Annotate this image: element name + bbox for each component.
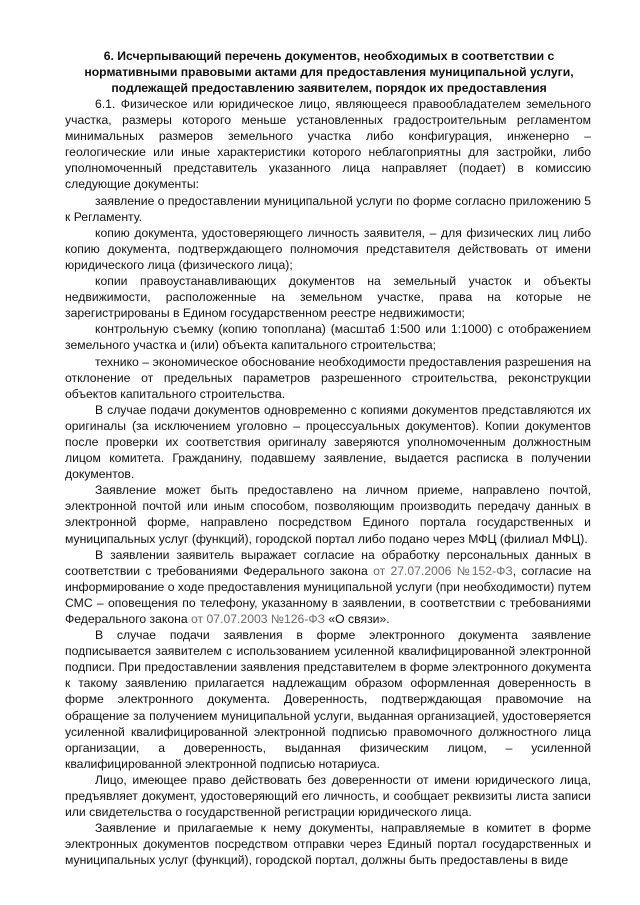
paragraph: В случае подачи заявления в форме электронного документа заявление подписывается заявителем с использованием усиленной квалифицированной электронной подписи. При предоставлении заявления представителем в форме электронного документа к такому заявлению прилагается надлежащим образом оформленная доверенность в форме электронного документа. Доверенность, подтверждающая правомочие на обращение за получением муниципальной услуги, выданная организацией, удостоверяется усиленной квалифицированной электронной подписью правомочного должностного лица организации, а доверенность, выданная физическим лицом, – усиленной квалифицированной электронной подписью нотариуса. [65, 628, 591, 771]
paragraph: Заявление может быть предоставлено на личном приеме, направлено почтой, электронной почтой или иным способом, позволяющим производить передачу данных в электронной форме, направлено посредством Единого портала государственных и муниципальных услуг (функций), городской портал либо подано через МФЦ (филиал МФЦ). [65, 483, 591, 546]
paragraph [65, 547, 591, 627]
law-reference: от 07.07.2003 №126-ФЗ [191, 612, 326, 626]
paragraph: копии правоустанавливающих документов на земельный участок и объекты недвижимости, расположенные на земельном участке, права на которые не зарегистрированы в Едином государственном реестре недвижимости; [65, 274, 591, 321]
paragraph: Заявление и прилагаемые к нему документы, направляемые в комитет в форме электронных документов посредством отправки через Единый портал государственных и муниципальных услуг (функций), городской портал, должны быть предоставлены в виде [65, 821, 591, 868]
section-heading: 6. Исчерпывающий перечень документов, необходимых в соответствии с нормативными правовыми актами для предоставления муниципальной услуги, подлежащей предоставлению заявителем, порядок их предоставления [84, 49, 574, 95]
document-page [65, 48, 591, 869]
paragraph-segment: «О связи». [325, 612, 390, 626]
body-text [65, 96, 591, 869]
paragraph: контрольную съемку (копию топоплана) (масштаб 1:500 или 1:1000) с отображением земельного участка и (или) объекта капитального строительства; [65, 322, 591, 353]
paragraph: копию документа, удостоверяющего личность заявителя, – для физических лиц либо копию документа, подтверждающего полномочия представителя действовать от имени юридического лица (физического лица); [65, 225, 591, 272]
law-reference: от 27.07.2006 №152-ФЗ [373, 563, 513, 578]
paragraph: 6.1. Физическое или юридическое лицо, являющееся правообладателем земельного участка, размеры которого меньше установленных градостроительным регламентом минимальных размеров земельного участка либо конфигурация, инженерно – геологические или иные характеристики которого неблагоприятны для застройки, либо уполномоченный представитель указанного лица направляет (подает) в комиссию следующие документы: [65, 97, 591, 192]
paragraph: В случае подачи документов одновременно с копиями документов представляются их оригиналы (за исключением уголовно – процессуальных документов). Копии документов после проверки их соответствия оригиналу заверяются уполномоченным должностным лицом комитета. Гражданину, подавшему заявление, выдается расписка в получении документов. [65, 402, 591, 482]
paragraph-segment: , согласие на информирование о ходе предоставления муниципальной услуги (при необходимости) путем СМС – оповещения по телефону, указанному в заявлении, в соответствии с требованиями Федерального закона [65, 563, 591, 626]
paragraph: заявление о предоставлении муниципальной услуги по форме согласно приложению 5 к Регламенту. [65, 193, 592, 224]
paragraph-segment: В заявлении заявитель выражает согласие на обработку персональных данных в соответствии с требованиями Федерального закона [65, 547, 591, 578]
paragraph: Лицо, имеющее право действовать без доверенности от имени юридического лица, предъявляет документ, удостоверяющий его личность, и сообщает реквизиты листа записи или свидетельства о государственной регистрации юридического лица. [65, 772, 591, 820]
paragraph: технико – экономическое обоснование необходимости предоставления разрешения на отклонение от предельных параметров разрешенного строительства, реконструкции объектов капитального строительства. [65, 354, 591, 401]
